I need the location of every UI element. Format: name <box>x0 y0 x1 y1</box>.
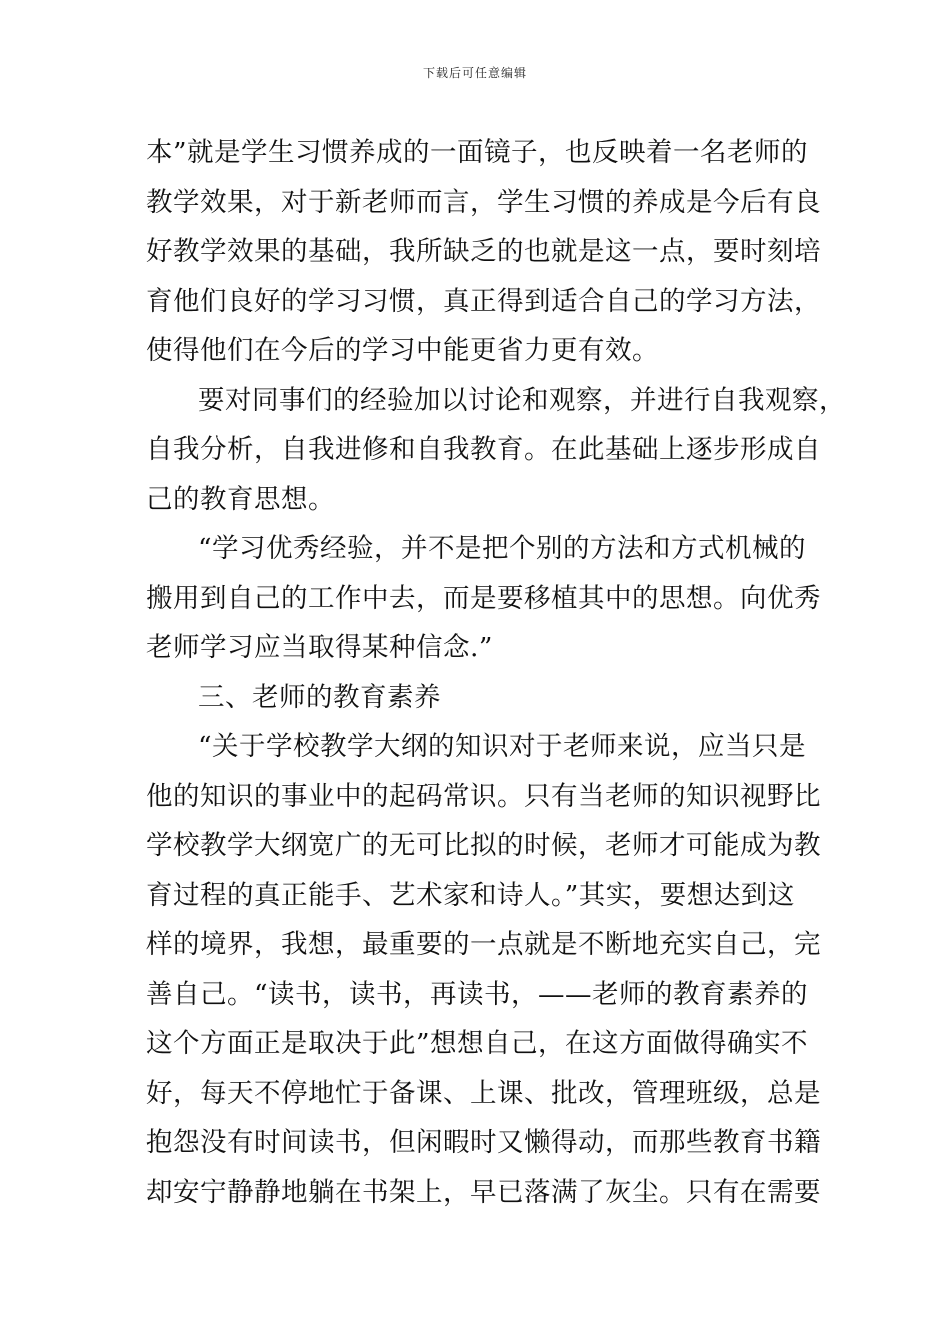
text-line: 这个方面正是取决于此”想想自己，在这方面做得确实不 <box>146 1028 809 1059</box>
text-line: 教学效果，对于新老师而言，学生习惯的养成是今后有良 <box>146 186 821 218</box>
text-line: 己的教育思想。 <box>146 483 335 515</box>
text-line: 要对同事们的经验加以讨论和观察，并进行自我观察， <box>198 384 846 416</box>
text-line: 三、老师的教育素养 <box>198 681 441 713</box>
text-line: 好教学效果的基础，我所缺乏的也就是这一点，要时刻培 <box>146 236 821 267</box>
text-line: 样的境界，我想，最重要的一点就是不断地充实自己，完 <box>146 929 821 960</box>
text-line: 他的知识的事业中的起码常识。只有当老师的知识视野比 <box>146 780 821 812</box>
text-line: 善自己。“读书，读书，再读书，——老师的教育素养的 <box>146 978 809 1010</box>
text-line: 却安宁静静地躺在书架上，早已落满了灰尘。只有在需要 <box>146 1176 821 1208</box>
document-body <box>146 128 846 1217</box>
text-line: 学校教学大纲宽广的无可比拟的时候，老师才可能成为教 <box>146 830 821 861</box>
text-line: 老师学习应当取得某种信念.” <box>146 632 493 663</box>
text-line: 育他们良好的学习习惯，真正得到适合自己的学习方法， <box>146 285 821 317</box>
text-line: 自我分析，自我进修和自我教育。在此基础上逐步形成自 <box>146 434 821 465</box>
page-header: 下载后可任意编辑 <box>422 66 527 80</box>
text-line: “学习优秀经验，并不是把个别的方法和方式机械的 <box>198 533 807 564</box>
text-line: 本”就是学生习惯养成的一面镜子，也反映着一名老师的 <box>146 137 809 168</box>
text-line: “关于学校教学大纲的知识对于老师来说，应当只是 <box>198 731 807 762</box>
text-line: 抱怨没有时间读书，但闲暇时又懒得动，而那些教育书籍 <box>146 1127 821 1158</box>
text-line: 搬用到自己的工作中去，而是要移植其中的思想。向优秀 <box>146 582 821 614</box>
text-line: 育过程的真正能手、艺术家和诗人。”其实，要想达到这 <box>146 879 795 911</box>
text-line: 好，每天不停地忙于备课、上课、批改，管理班级，总是 <box>146 1077 821 1109</box>
text-line: 使得他们在今后的学习中能更省力更有效。 <box>146 335 659 366</box>
